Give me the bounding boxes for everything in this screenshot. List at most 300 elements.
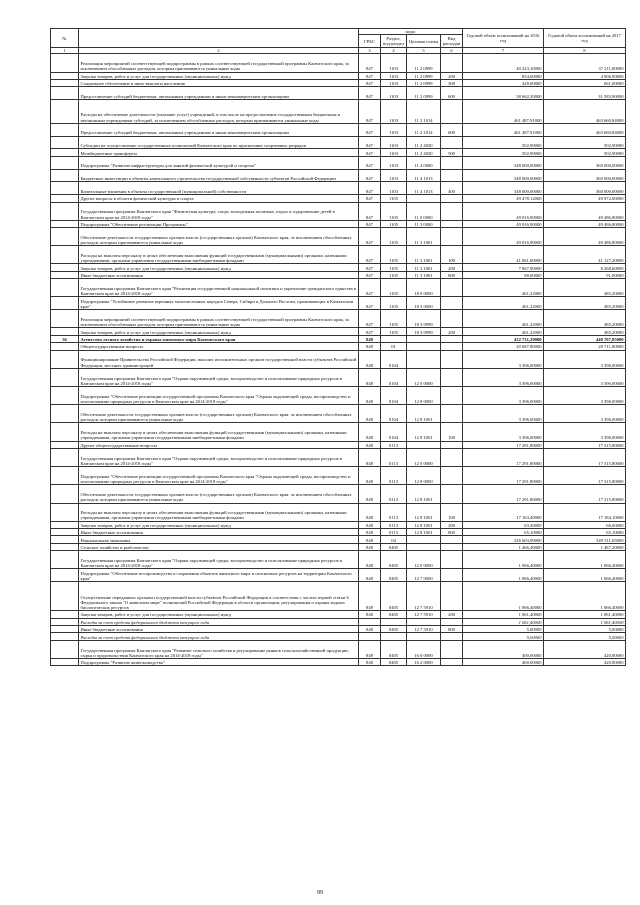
row-2017: 3 396,00000 bbox=[544, 368, 626, 386]
row-grbs: 848 bbox=[359, 658, 381, 665]
row-celevaya: 11 3 1001 bbox=[407, 246, 441, 264]
row-2016: 3 396,00000 bbox=[463, 368, 544, 386]
row-grbs: 847 bbox=[359, 328, 381, 335]
row-celevaya: 12 8 1001 bbox=[407, 405, 441, 423]
row-2017: 360 000,00000 bbox=[544, 156, 626, 169]
row-razdel: 0113 bbox=[381, 448, 407, 466]
table-row bbox=[51, 220, 626, 227]
table-row bbox=[51, 467, 626, 485]
row-name: Закупка товаров, работ и услуг для государственных (муниципальных) нужд bbox=[79, 328, 359, 335]
row-2017: 49 486,80000 bbox=[544, 202, 626, 220]
row-razdel: 0113 bbox=[381, 503, 407, 521]
row-name: Межбюджетные трансферты bbox=[79, 149, 359, 156]
row-2017: 485,20000 bbox=[544, 328, 626, 335]
row-vid: 200 bbox=[441, 328, 463, 335]
row-number bbox=[51, 611, 79, 618]
header-razdel: Раздел, под-раздел bbox=[381, 35, 407, 48]
row-razdel: 1105 bbox=[381, 264, 407, 271]
row-razdel: 1105 bbox=[381, 202, 407, 220]
row-razdel: 1103 bbox=[381, 100, 407, 124]
row-grbs: 847 bbox=[359, 100, 381, 124]
row-name: Сельское хозяйство и рыболовство bbox=[79, 543, 359, 550]
row-2016: 461 487,91000 bbox=[463, 123, 544, 136]
row-celevaya: 11 3 1001 bbox=[407, 228, 441, 246]
row-grbs: 848 bbox=[359, 441, 381, 448]
row-razdel: 1105 bbox=[381, 246, 407, 264]
row-2016: 1 066,40000 bbox=[463, 582, 544, 611]
row-vid bbox=[441, 405, 463, 423]
row-razdel: 0405 bbox=[381, 582, 407, 611]
row-name: Расходы на выплаты персоналу в целях обеспечения выполнения функций государственными (муниципальными) органами, казенными учреждениями, органами управления государственными внебюджетными фондами bbox=[79, 246, 359, 264]
row-2017: 4 906,90000 bbox=[544, 72, 626, 79]
row-grbs: 847 bbox=[359, 195, 381, 202]
row-2016: 65,10000 bbox=[463, 529, 544, 536]
row-vid bbox=[441, 618, 463, 625]
row-vid bbox=[441, 195, 463, 202]
row-celevaya bbox=[407, 335, 441, 342]
row-2017: 440 707,85000 bbox=[544, 335, 626, 342]
table-row bbox=[51, 54, 626, 72]
row-vid bbox=[441, 448, 463, 466]
row-razdel: 1105 bbox=[381, 279, 407, 297]
row-celevaya: 12 0 0000 bbox=[407, 551, 441, 569]
row-name: Иные бюджетные ассигнования bbox=[79, 626, 359, 633]
row-razdel: 0104 bbox=[381, 350, 407, 368]
row-2016: 3 396,00000 bbox=[463, 423, 544, 441]
row-name: Иные бюджетные ассигнования bbox=[79, 529, 359, 536]
row-celevaya bbox=[407, 618, 441, 625]
row-number bbox=[51, 521, 79, 528]
row-2017: 5,00000 bbox=[544, 626, 626, 633]
row-vid: 600 bbox=[441, 123, 463, 136]
row-vid: 300 bbox=[441, 79, 463, 86]
row-celevaya: 12 8 1001 bbox=[407, 485, 441, 503]
row-celevaya: 12 0 0000 bbox=[407, 448, 441, 466]
row-celevaya: 11 2 4020 bbox=[407, 149, 441, 156]
row-razdel: 1103 bbox=[381, 54, 407, 72]
row-2016: 17 163,40000 bbox=[463, 503, 544, 521]
table-row bbox=[51, 350, 626, 368]
row-2016: 7 867,90000 bbox=[463, 264, 544, 271]
row-grbs: 847 bbox=[359, 72, 381, 79]
row-grbs: 848 bbox=[359, 343, 381, 350]
row-number bbox=[51, 169, 79, 182]
row-celevaya: 11 2 0999 bbox=[407, 79, 441, 86]
row-vid bbox=[441, 551, 463, 569]
row-razdel: 0113 bbox=[381, 441, 407, 448]
row-celevaya: 12 7 5910 bbox=[407, 611, 441, 618]
row-2017: 3 396,00000 bbox=[544, 405, 626, 423]
row-razdel: 1105 bbox=[381, 271, 407, 278]
row-name: Предоставление субсидий бюджетным, автономным учреждениям и иным некоммерческим организациям bbox=[79, 87, 359, 100]
row-2017: 1 066,40000 bbox=[544, 569, 626, 582]
row-name: Государственная программа Камчатского края "Охрана окружающей среды, воспроизводство и использование природных ресурсов в Камчатском крае на 2014-2018 годы" bbox=[79, 368, 359, 386]
row-2016: 38 662,20000 bbox=[463, 87, 544, 100]
row-2016: 49 016,90000 bbox=[463, 220, 544, 227]
row-2017: 17 315,80000 bbox=[544, 441, 626, 448]
row-razdel: 0104 bbox=[381, 386, 407, 404]
row-vid: 100 bbox=[441, 246, 463, 264]
row-grbs: 847 bbox=[359, 87, 381, 100]
row-razdel: 0405 bbox=[381, 551, 407, 569]
row-razdel: 1103 bbox=[381, 156, 407, 169]
header-number-cell: 7 bbox=[463, 48, 544, 54]
row-2017: 49 486,80000 bbox=[544, 228, 626, 246]
row-2016: 326 603,09000 bbox=[463, 536, 544, 543]
row-razdel bbox=[381, 618, 407, 625]
row-number bbox=[51, 264, 79, 271]
row-number bbox=[51, 271, 79, 278]
table-row bbox=[51, 195, 626, 202]
row-celevaya: 12 8 1001 bbox=[407, 529, 441, 536]
row-name: Расходы на выплаты персоналу в целях обеспечения выполнения функций государственными (муниципальными) органами, казенными учреждениями, органами управления государственными внебюджетными фондами bbox=[79, 423, 359, 441]
row-grbs: 848 bbox=[359, 611, 381, 618]
row-2016: 5,00000 bbox=[463, 633, 544, 640]
table-row bbox=[51, 182, 626, 195]
row-vid: 800 bbox=[441, 529, 463, 536]
row-celevaya bbox=[407, 350, 441, 368]
row-2016: 17 291,80000 bbox=[463, 467, 544, 485]
budget-table-page bbox=[50, 28, 625, 666]
row-2017: 3 396,00000 bbox=[544, 423, 626, 441]
row-vid bbox=[441, 279, 463, 297]
row-number bbox=[51, 448, 79, 466]
row-grbs: 848 bbox=[359, 405, 381, 423]
row-number bbox=[51, 246, 79, 264]
row-2017: 65,10000 bbox=[544, 529, 626, 536]
row-2017: 485,20000 bbox=[544, 310, 626, 328]
row-grbs: 848 bbox=[359, 582, 381, 611]
row-vid bbox=[441, 467, 463, 485]
row-razdel bbox=[381, 335, 407, 342]
row-2016: 3 396,00000 bbox=[463, 405, 544, 423]
row-2016: 348 000,00000 bbox=[463, 156, 544, 169]
row-razdel: 0405 bbox=[381, 640, 407, 658]
row-2016: 88,00000 bbox=[463, 271, 544, 278]
table-body bbox=[51, 54, 626, 666]
row-2016: 17 291,80000 bbox=[463, 441, 544, 448]
row-grbs: 848 bbox=[359, 536, 381, 543]
row-celevaya: 16 2 0000 bbox=[407, 658, 441, 665]
row-2017: 20 711,80000 bbox=[544, 343, 626, 350]
row-2017: 41 127,20000 bbox=[544, 246, 626, 264]
row-celevaya: 11 0 0000 bbox=[407, 202, 441, 220]
row-vid bbox=[441, 220, 463, 227]
row-2016: 1 066,40000 bbox=[463, 551, 544, 569]
row-name: Бюджетные инвестиции в объекты капитального строительства государственной собственности субъектов Российской Федерации bbox=[79, 169, 359, 182]
row-grbs: 847 bbox=[359, 246, 381, 264]
row-2017: 1 487,20000 bbox=[544, 543, 626, 550]
row-number bbox=[51, 220, 79, 227]
row-number bbox=[51, 626, 79, 633]
row-celevaya: 18 3 0999 bbox=[407, 328, 441, 335]
table-row bbox=[51, 529, 626, 536]
header-number-cell: 6 bbox=[441, 48, 463, 54]
row-celevaya: 11 3 0000 bbox=[407, 220, 441, 227]
row-number bbox=[51, 79, 79, 86]
row-grbs: 847 bbox=[359, 123, 381, 136]
row-2017: 420,80000 bbox=[544, 640, 626, 658]
row-vid: 200 bbox=[441, 264, 463, 271]
table-row bbox=[51, 279, 626, 297]
row-2016: 63,30000 bbox=[463, 521, 544, 528]
row-2016: 1 466,40000 bbox=[463, 543, 544, 550]
row-razdel: 1103 bbox=[381, 136, 407, 149]
row-name: Государственная программа Камчатского края "Охрана окружающей среды, воспроизводство и использование природных ресурсов в Камчатском крае на 2014-2018 годы" bbox=[79, 448, 359, 466]
row-name: Подпрограмма "Обеспечение реализации государственной программы Камчатского края "Охрана окружающей среды, воспроизводство и использование природных ресурсов в Камчатском крае на 2014-2018 годы" bbox=[79, 386, 359, 404]
row-number bbox=[51, 156, 79, 169]
row-vid: 400 bbox=[441, 182, 463, 195]
row-2016: 5,00000 bbox=[463, 626, 544, 633]
table-row bbox=[51, 485, 626, 503]
row-2017: 1 066,40000 bbox=[544, 551, 626, 569]
row-name: Другие вопросы в области физической культуры и спорта bbox=[79, 195, 359, 202]
row-number bbox=[51, 485, 79, 503]
row-2017: 17 184,10000 bbox=[544, 503, 626, 521]
row-celevaya: 11 3 1001 bbox=[407, 264, 441, 271]
header-number-cell: 8 bbox=[544, 48, 626, 54]
row-name: Закупка товаров, работ и услуг для государственных (муниципальных) нужд bbox=[79, 611, 359, 618]
row-grbs: 848 bbox=[359, 529, 381, 536]
row-number bbox=[51, 202, 79, 220]
row-number bbox=[51, 368, 79, 386]
row-celevaya: 11 4 0000 bbox=[407, 156, 441, 169]
row-razdel: 1103 bbox=[381, 79, 407, 86]
row-celevaya bbox=[407, 633, 441, 640]
row-vid bbox=[441, 343, 463, 350]
row-name: Функционирование Правительства Российской Федерации, высших исполнительных органов государственной власти субъектов Российской Федерации, местных администраций bbox=[79, 350, 359, 368]
row-celevaya: 12 8 1001 bbox=[407, 503, 441, 521]
row-name: Подпрограмма "Устойчивое развитие коренных малочисленных народов Севера, Сибири и Дальнего Востока, проживающих в Камчатском крае" bbox=[79, 297, 359, 310]
row-number bbox=[51, 182, 79, 195]
header-codes: коды bbox=[359, 29, 463, 35]
table-row bbox=[51, 405, 626, 423]
row-grbs: 848 bbox=[359, 335, 381, 342]
row-celevaya: 18 3 0999 bbox=[407, 310, 441, 328]
row-grbs: 847 bbox=[359, 279, 381, 297]
row-2017: 5,00000 bbox=[544, 633, 626, 640]
row-vid bbox=[441, 441, 463, 448]
row-2017: 1 066,40000 bbox=[544, 582, 626, 611]
row-celevaya bbox=[407, 536, 441, 543]
row-name: Обеспечение деятельности государственных органов власти (государственных органов) Камчатского края, за исключением обособленных расходов, которым присваиваются уникальные коды bbox=[79, 485, 359, 503]
row-grbs: 848 bbox=[359, 386, 381, 404]
row-grbs: 848 bbox=[359, 640, 381, 658]
row-vid: 200 bbox=[441, 521, 463, 528]
row-grbs: 847 bbox=[359, 202, 381, 220]
row-2017: 485,20000 bbox=[544, 279, 626, 297]
row-celevaya: 18 3 0000 bbox=[407, 297, 441, 310]
table-row bbox=[51, 521, 626, 528]
row-razdel: 0405 bbox=[381, 611, 407, 618]
row-vid bbox=[441, 536, 463, 543]
row-2016: 461,22000 bbox=[463, 328, 544, 335]
row-vid bbox=[441, 100, 463, 124]
row-razdel: 1105 bbox=[381, 297, 407, 310]
row-name: Подпрограмма "Обеспечение реализации государственной программы Камчатского края "Охрана окружающей среды, воспроизводство и использование природных ресурсов в Камчатском крае на 2014-2018 годы" bbox=[79, 467, 359, 485]
table-row bbox=[51, 202, 626, 220]
row-grbs: 847 bbox=[359, 220, 381, 227]
row-grbs: 848 bbox=[359, 423, 381, 441]
row-grbs: 847 bbox=[359, 79, 381, 86]
row-vid bbox=[441, 54, 463, 72]
row-name: Подпрограмма "Развитие инфраструктуры для занятий физической культурой и спортом" bbox=[79, 156, 359, 169]
row-number bbox=[51, 136, 79, 149]
row-celevaya bbox=[407, 343, 441, 350]
row-celevaya: 18 0 0000 bbox=[407, 279, 441, 297]
header-2016: Годовой объем ассигнований на 2016 год bbox=[463, 29, 544, 48]
row-number bbox=[51, 350, 79, 368]
header-celevaya: Целевая статья bbox=[407, 35, 441, 48]
row-2017: 463 660,84000 bbox=[544, 100, 626, 124]
row-number bbox=[51, 195, 79, 202]
table-row bbox=[51, 582, 626, 611]
row-razdel: 1105 bbox=[381, 220, 407, 227]
row-2016: 461,22000 bbox=[463, 279, 544, 297]
table-row bbox=[51, 536, 626, 543]
row-vid bbox=[441, 202, 463, 220]
row-number bbox=[51, 441, 79, 448]
row-name: Реализация мероприятий соответствующей подпрограммы в рамках соответствующей государственной программы Камчатского края, за исключением обособленных расходов, которым присваиваются уникальные коды bbox=[79, 310, 359, 328]
row-2016: 17 291,80000 bbox=[463, 485, 544, 503]
row-name: Подпрограмма "Обеспечение реализации Программы" bbox=[79, 220, 359, 227]
row-2016: 41 061,00000 bbox=[463, 246, 544, 264]
row-celevaya: 11 2 0999 bbox=[407, 87, 441, 100]
row-grbs: 848 bbox=[359, 626, 381, 633]
row-grbs: 847 bbox=[359, 54, 381, 72]
row-celevaya: 11 2 1014 bbox=[407, 100, 441, 124]
row-vid: 100 bbox=[441, 503, 463, 521]
budget-table bbox=[50, 28, 626, 666]
row-2016: 461,22000 bbox=[463, 310, 544, 328]
row-2017: 502,90000 bbox=[544, 136, 626, 149]
row-grbs: 847 bbox=[359, 297, 381, 310]
row-number bbox=[51, 343, 79, 350]
row-2016: 348 000,00000 bbox=[463, 169, 544, 182]
row-vid bbox=[441, 368, 463, 386]
row-number bbox=[51, 87, 79, 100]
row-number bbox=[51, 149, 79, 156]
row-razdel: 1105 bbox=[381, 328, 407, 335]
table-row bbox=[51, 271, 626, 278]
row-razdel: 1105 bbox=[381, 195, 407, 202]
row-vid bbox=[441, 582, 463, 611]
row-name: Обеспечение деятельности государственных органов власти (государственных органов) Камчатского края, за исключением обособленных расходов, которым присваиваются уникальные коды bbox=[79, 228, 359, 246]
row-name: Расходы за счет средств федерального бюджета текущего года bbox=[79, 618, 359, 625]
row-2017: 8 268,60000 bbox=[544, 264, 626, 271]
table-row bbox=[51, 441, 626, 448]
row-vid: 600 bbox=[441, 87, 463, 100]
row-number bbox=[51, 279, 79, 297]
row-celevaya bbox=[407, 543, 441, 550]
row-celevaya: 12 8 0000 bbox=[407, 467, 441, 485]
row-razdel: 0113 bbox=[381, 467, 407, 485]
header-number-cell: 2 bbox=[79, 48, 359, 54]
table-row bbox=[51, 156, 626, 169]
row-razdel: 04 bbox=[381, 536, 407, 543]
row-vid bbox=[441, 569, 463, 582]
row-razdel: 0405 bbox=[381, 569, 407, 582]
row-name: Государственная программа Камчатского края "Реализация государственной национальной политики и укрепление гражданского единства в Камчатском крае на 2014-2018 годы" bbox=[79, 279, 359, 297]
row-grbs bbox=[359, 633, 381, 640]
header-number-cell: 3 bbox=[359, 48, 381, 54]
row-2017: 661,00000 bbox=[544, 79, 626, 86]
row-2016: 40 223,10000 bbox=[463, 54, 544, 72]
row-name: Расходы на обеспечение деятельности (оказание услуг) учреждений, в том числе на предоставление государственным бюджетным и автономным учреждениям субсидий, за исключением обособленных расходов, которым присваиваются уникальные коды bbox=[79, 100, 359, 124]
row-2016: 49 478,12000 bbox=[463, 195, 544, 202]
table-row bbox=[51, 658, 626, 665]
table-row bbox=[51, 264, 626, 271]
row-name: Обеспечение деятельности государственных органов власти (государственных органов) Камчатского края, за исключением обособленных расходов, которым присваиваются уникальные коды bbox=[79, 405, 359, 423]
row-vid bbox=[441, 485, 463, 503]
row-2016: 461,22000 bbox=[463, 297, 544, 310]
row-razdel: 0405 bbox=[381, 626, 407, 633]
row-celevaya: 11 2 1014 bbox=[407, 123, 441, 136]
row-grbs: 848 bbox=[359, 521, 381, 528]
row-name: Расходы на выплаты персоналу в целях обеспечения выполнения функций государственными (муниципальными) органами, казенными учреждениями, органами управления государственными внебюджетными фондами bbox=[79, 503, 359, 521]
row-name: Закупка товаров, работ и услуг для государственных (муниципальных) нужд bbox=[79, 264, 359, 271]
header-number-cell: 1 bbox=[51, 48, 79, 54]
row-number bbox=[51, 582, 79, 611]
row-razdel: 1103 bbox=[381, 87, 407, 100]
row-grbs: 847 bbox=[359, 136, 381, 149]
row-vid bbox=[441, 543, 463, 550]
row-number bbox=[51, 100, 79, 124]
row-grbs: 848 bbox=[359, 485, 381, 503]
table-row bbox=[51, 423, 626, 441]
row-2016: 502,90000 bbox=[463, 149, 544, 156]
row-grbs: 848 bbox=[359, 467, 381, 485]
table-row bbox=[51, 618, 626, 625]
row-celevaya: 11 4 1013 bbox=[407, 169, 441, 182]
row-number bbox=[51, 405, 79, 423]
table-row bbox=[51, 228, 626, 246]
row-2017: 37 211,80000 bbox=[544, 54, 626, 72]
row-number bbox=[51, 640, 79, 658]
header-grbs: ГРБС bbox=[359, 35, 381, 48]
row-name: Закупка товаров, работ и услуг для государственных (муниципальных) нужд bbox=[79, 521, 359, 528]
row-celevaya bbox=[407, 441, 441, 448]
table-row bbox=[51, 169, 626, 182]
row-name: Агентство лесного хозяйства и охраны животного мира Камчатского края bbox=[79, 335, 359, 342]
row-2017: 91,00000 bbox=[544, 271, 626, 278]
row-name: Национальная экономика bbox=[79, 536, 359, 543]
row-2017: 1 061,40000 bbox=[544, 611, 626, 618]
row-vid bbox=[441, 297, 463, 310]
row-name: Социальное обеспечение и иные выплаты населению bbox=[79, 79, 359, 86]
row-vid: 200 bbox=[441, 611, 463, 618]
row-number bbox=[51, 633, 79, 640]
row-2017: 17 315,80000 bbox=[544, 485, 626, 503]
row-razdel: 1103 bbox=[381, 169, 407, 182]
header-number-cell: 4 bbox=[381, 48, 407, 54]
row-celevaya bbox=[407, 195, 441, 202]
row-2016: 17 291,80000 bbox=[463, 448, 544, 466]
row-number bbox=[51, 228, 79, 246]
row-number bbox=[51, 658, 79, 665]
row-celevaya: 12 0 0000 bbox=[407, 368, 441, 386]
row-name: Предоставление субсидий бюджетным, автономным учреждениям и иным некоммерческим организациям bbox=[79, 123, 359, 136]
header-2017: Годовой объем ассигнований на 2017 год bbox=[544, 29, 626, 48]
row-2017: 1 061,40000 bbox=[544, 618, 626, 625]
row-razdel: 1105 bbox=[381, 310, 407, 328]
row-celevaya: 12 7 5910 bbox=[407, 626, 441, 633]
row-2016: 400,00000 bbox=[463, 640, 544, 658]
row-razdel: 1103 bbox=[381, 182, 407, 195]
row-celevaya: 12 7 5910 bbox=[407, 582, 441, 611]
table-row bbox=[51, 386, 626, 404]
row-razdel: 1105 bbox=[381, 228, 407, 246]
